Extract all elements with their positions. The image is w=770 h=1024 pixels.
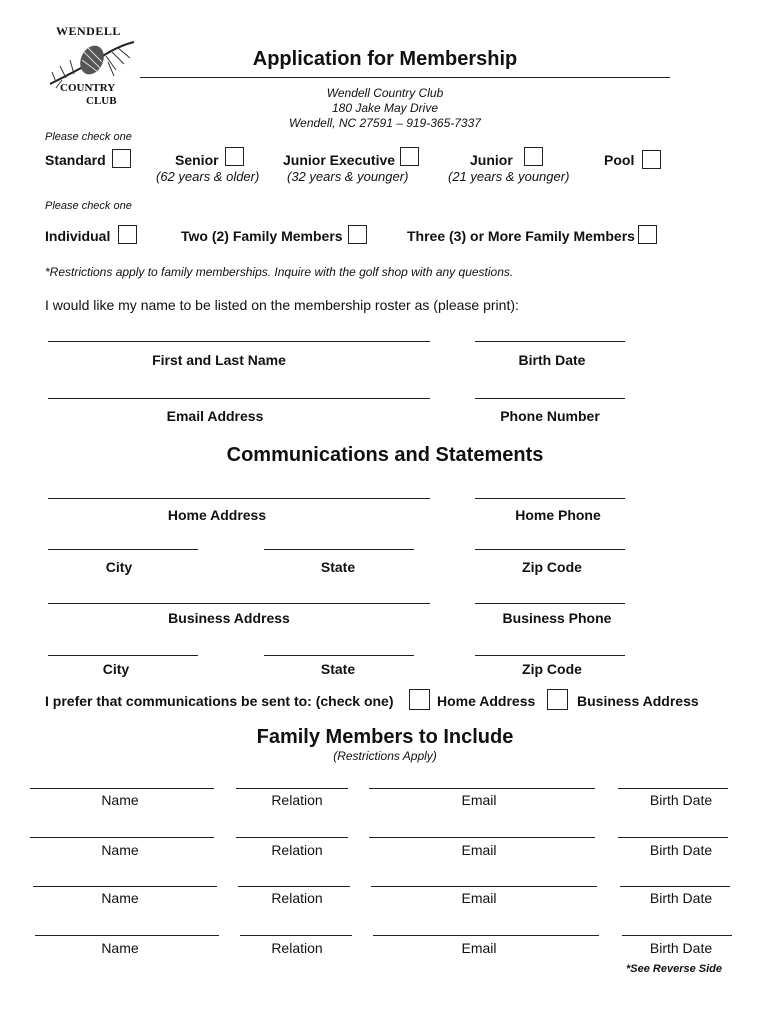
restrictions-note: *Restrictions apply to family memberships. Inquire with the golf shop with any questions.: [45, 265, 514, 279]
home-phone-caption: Home Phone: [515, 507, 601, 523]
membership-senior-label: Senior: [175, 152, 219, 168]
home-address-caption: Home Address: [167, 507, 267, 523]
family-name-line[interactable]: [33, 886, 217, 887]
page-title: Application for Membership: [252, 48, 518, 70]
family-relation-caption: Relation: [271, 842, 323, 858]
business-city-line[interactable]: [48, 655, 198, 656]
family-email-caption: Email: [461, 792, 497, 808]
prefer-business-checkbox[interactable]: [547, 689, 568, 710]
home-zip-line[interactable]: [475, 549, 625, 550]
membership-junior-checkbox[interactable]: [524, 147, 543, 166]
home-zip-caption: Zip Code: [522, 559, 582, 575]
family-birth-caption: Birth Date: [649, 890, 713, 906]
email-caption: Email Address: [166, 408, 264, 424]
family-two-label: Two (2) Family Members: [181, 228, 343, 244]
family-email-caption: Email: [461, 890, 497, 906]
logo-wordmark-club: CLUB: [86, 95, 117, 107]
club-city-phone: Wendell, NC 27591 – 919-365-7337: [289, 116, 481, 130]
home-city-caption: City: [105, 559, 133, 575]
membership-standard-label: Standard: [45, 152, 106, 168]
family-birth-caption: Birth Date: [649, 940, 713, 956]
phone-caption: Phone Number: [500, 408, 600, 424]
family-relation-line[interactable]: [238, 886, 350, 887]
first-last-name-caption: First and Last Name: [152, 352, 286, 368]
family-name-caption: Name: [101, 890, 139, 906]
membership-senior-checkbox[interactable]: [225, 147, 244, 166]
business-state-caption: State: [320, 661, 356, 677]
logo-wordmark-top: WENDELL: [56, 24, 121, 38]
family-birth-line[interactable]: [618, 788, 728, 789]
family-individual-label: Individual: [45, 228, 111, 244]
family-individual-checkbox[interactable]: [118, 225, 137, 244]
family-relation-caption: Relation: [271, 890, 323, 906]
membership-junior-executive-label: Junior Executive: [283, 152, 396, 168]
business-address-line[interactable]: [48, 603, 430, 604]
membership-senior-note: (62 years & older): [156, 169, 260, 184]
home-address-line[interactable]: [48, 498, 430, 499]
club-name: Wendell Country Club: [326, 86, 444, 100]
family-email-caption: Email: [461, 842, 497, 858]
family-name-caption: Name: [101, 940, 139, 956]
name-field-line[interactable]: [48, 341, 430, 342]
membership-junior-label: Junior: [470, 152, 513, 168]
family-two-checkbox[interactable]: [348, 225, 367, 244]
family-email-line[interactable]: [369, 837, 595, 838]
business-city-caption: City: [102, 661, 130, 677]
prefer-prompt: I prefer that communications be sent to: (check one): [45, 693, 394, 709]
family-email-line[interactable]: [369, 788, 595, 789]
business-zip-line[interactable]: [475, 655, 625, 656]
family-email-caption: Email: [461, 940, 497, 956]
family-birth-line[interactable]: [622, 935, 732, 936]
family-three-checkbox[interactable]: [638, 225, 657, 244]
business-state-line[interactable]: [264, 655, 414, 656]
family-name-line[interactable]: [30, 837, 214, 838]
business-phone-caption: Business Phone: [502, 610, 612, 626]
family-relation-caption: Relation: [271, 940, 323, 956]
family-relation-caption: Relation: [271, 792, 323, 808]
home-phone-line[interactable]: [475, 498, 625, 499]
family-subheading: (Restrictions Apply): [333, 749, 437, 763]
prefer-business-label: Business Address: [577, 693, 699, 709]
communications-heading: Communications and Statements: [226, 444, 544, 466]
birth-date-field-line[interactable]: [475, 341, 625, 342]
family-name-caption: Name: [101, 842, 139, 858]
home-state-caption: State: [320, 559, 356, 575]
family-name-line[interactable]: [30, 788, 214, 789]
phone-field-line[interactable]: [475, 398, 625, 399]
home-city-line[interactable]: [48, 549, 198, 550]
see-reverse-note: *See Reverse Side: [626, 963, 723, 975]
family-relation-line[interactable]: [236, 837, 348, 838]
family-birth-line[interactable]: [618, 837, 728, 838]
family-three-label: Three (3) or More Family Members: [407, 228, 635, 244]
membership-pool-checkbox[interactable]: [642, 150, 661, 169]
check-one-note: Please check one: [45, 131, 132, 143]
home-state-line[interactable]: [264, 549, 414, 550]
club-street: 180 Jake May Drive: [331, 101, 439, 115]
birth-date-caption: Birth Date: [518, 352, 586, 368]
family-birth-line[interactable]: [620, 886, 730, 887]
business-zip-caption: Zip Code: [522, 661, 582, 677]
check-one-note-2: Please check one: [45, 200, 132, 212]
membership-pool-label: Pool: [604, 152, 635, 168]
prefer-home-label: Home Address: [437, 693, 536, 709]
family-relation-line[interactable]: [236, 788, 348, 789]
club-logo: [40, 20, 140, 115]
membership-junior-note: (21 years & younger): [448, 169, 570, 184]
prefer-home-checkbox[interactable]: [409, 689, 430, 710]
family-birth-caption: Birth Date: [649, 842, 713, 858]
family-name-line[interactable]: [35, 935, 219, 936]
business-address-caption: Business Address: [168, 610, 290, 626]
family-relation-line[interactable]: [240, 935, 352, 936]
business-phone-line[interactable]: [475, 603, 625, 604]
family-heading: Family Members to Include: [256, 726, 514, 748]
membership-standard-checkbox[interactable]: [112, 149, 131, 168]
membership-junior-executive-note: (32 years & younger): [287, 169, 409, 184]
logo-wordmark-country: COUNTRY: [60, 82, 116, 94]
email-field-line[interactable]: [48, 398, 430, 399]
family-birth-caption: Birth Date: [649, 792, 713, 808]
roster-prompt: I would like my name to be listed on the membership roster as (please print):: [45, 297, 519, 313]
family-email-line[interactable]: [373, 935, 599, 936]
family-name-caption: Name: [101, 792, 139, 808]
family-email-line[interactable]: [371, 886, 597, 887]
membership-junior-executive-checkbox[interactable]: [400, 147, 419, 166]
